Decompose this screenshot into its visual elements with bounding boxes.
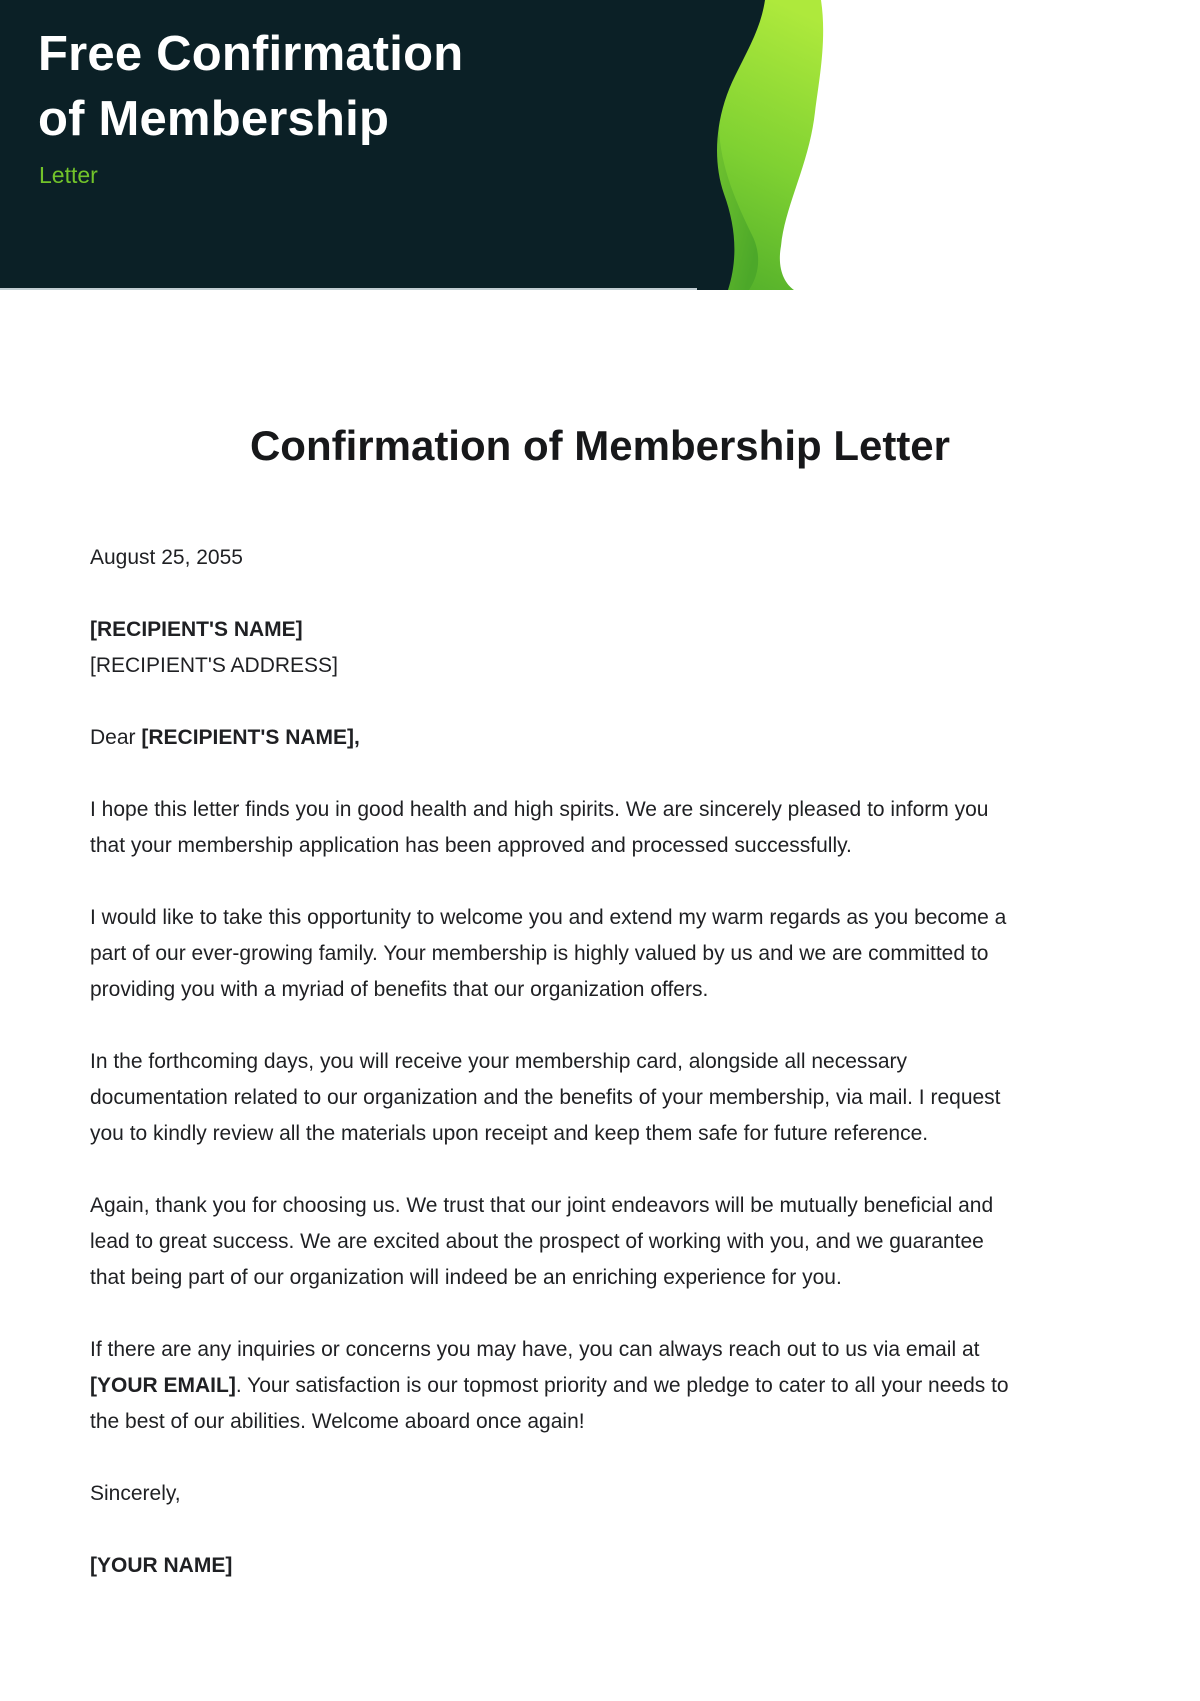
paragraph-thanks: Again, thank you for choosing us. We trust that our joint endeavors will be mutually beneficial and lead to great success. We are excited about the prospect of working with you, and we guarantee that being part of our organization will indeed be an enriching experience for you.	[90, 1194, 994, 1289]
salutation	[90, 720, 1014, 756]
header-title-line2: of Membership	[38, 92, 390, 146]
header-title-line1: Free Confirmation	[38, 27, 464, 81]
letter-title: Confirmation of Membership Letter	[249, 422, 951, 469]
date-line: August 25, 2055	[90, 546, 243, 569]
page-header-title	[38, 22, 463, 152]
letter-document	[0, 421, 1200, 1584]
recipient-name: [RECIPIENT'S NAME]	[90, 618, 303, 641]
header-subtitle: Letter	[39, 162, 98, 188]
header-banner	[0, 0, 1200, 290]
your-email-placeholder: [YOUR EMAIL]	[90, 1374, 236, 1397]
paragraph-membership-card: In the forthcoming days, you will receive your membership card, alongside all necessary documentation related to our organization and the benefits of your membership, via mail. I request you to kindly review all the materials upon receipt and keep them safe for future reference.	[90, 1050, 1001, 1145]
paragraph-approval: I hope this letter finds you in good health and high spirits. We are sincerely pleased to inform you that your membership application has been approved and processed successfully.	[90, 798, 989, 857]
recipient-block	[90, 612, 1110, 684]
paragraph-inquiries	[90, 1332, 1014, 1440]
closing: Sincerely,	[90, 1482, 181, 1505]
inquiry-text-after: . Your satisfaction is our topmost priority and we pledge to cater to all your needs to the best of our abilities. Welcome aboard once again!	[90, 1374, 1009, 1433]
header-bottom-rule	[0, 288, 742, 290]
inquiry-text-before: If there are any inquiries or concerns you may have, you can always reach out to us via email at	[90, 1338, 980, 1361]
salutation-name: [RECIPIENT'S NAME],	[141, 726, 360, 749]
salutation-prefix: Dear	[90, 726, 142, 749]
header-dark-panel	[0, 0, 700, 288]
signature-name: [YOUR NAME]	[90, 1554, 233, 1577]
paragraph-welcome: I would like to take this opportunity to welcome you and extend my warm regards as you become a part of our ever-growing family. Your membership is highly valued by us and we are committed to providing you with a myriad of benefits that our organization offers.	[90, 906, 1007, 1001]
recipient-address: [RECIPIENT'S ADDRESS]	[90, 654, 338, 677]
leaf-decoration	[697, 0, 843, 290]
